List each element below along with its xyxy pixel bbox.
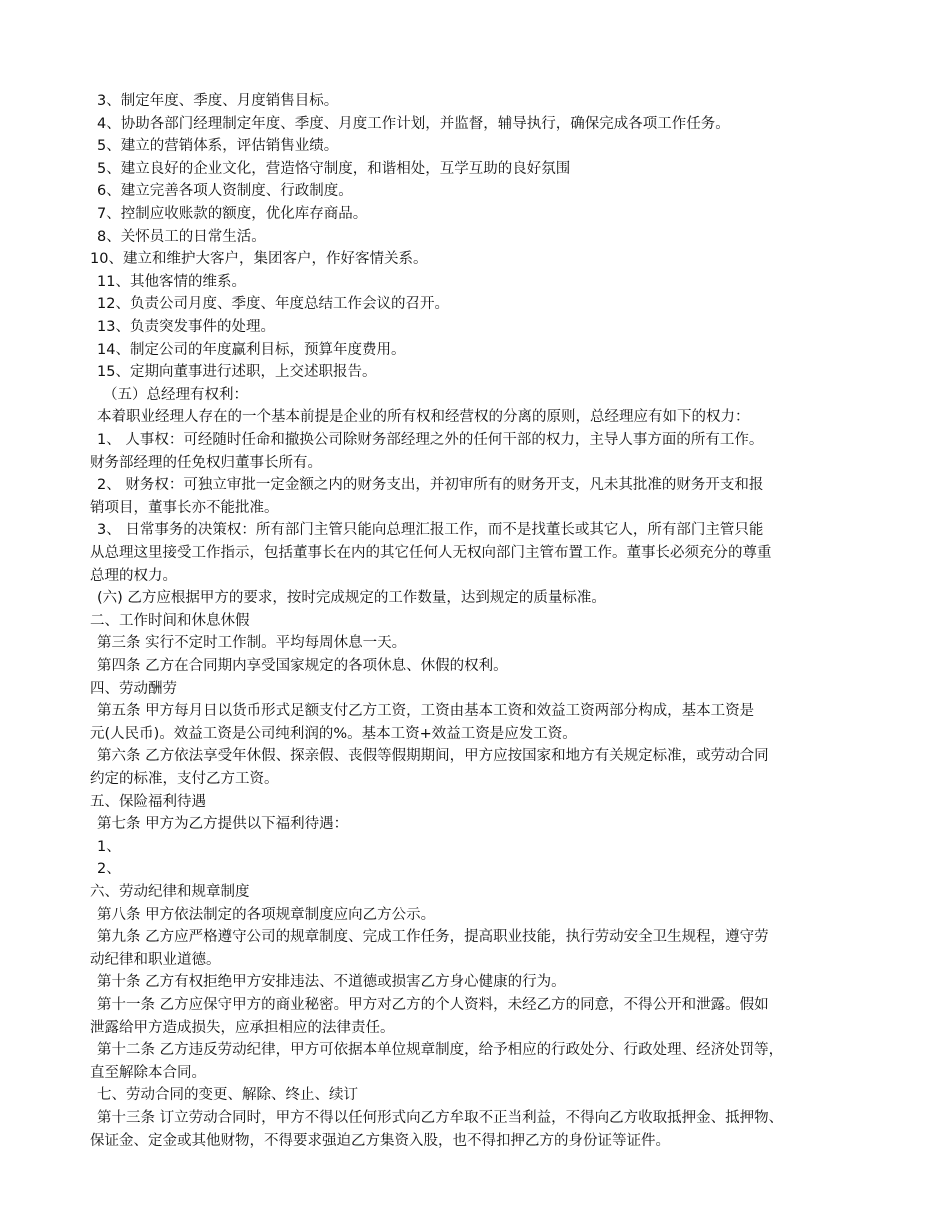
text-line: 7、控制应收账款的额度，优化库存商品。 [97, 206, 368, 222]
text-line: （五）总经理有权利： [103, 386, 248, 403]
text-line: 13、负责突发事件的处理。 [97, 319, 275, 335]
text-line: 第十二条 乙方违反劳动纪律，甲方可依据本单位规章制度，给予相应的行政处分、行政处理、经济处罚等， [97, 1042, 784, 1059]
text-line: 11、其他客情的维系。 [97, 273, 246, 290]
text-line: 第九条 乙方应严格遵守公司的规章制度、完成工作任务，提高职业技能，执行劳动安全卫生规程，遵守劳 [97, 929, 769, 946]
text-line: 五、保险福利待遇 [90, 793, 206, 810]
text-line: 元(人民币)。效益工资是公司纯利润的%。基本工资+效益工资是应发工资。 [90, 725, 577, 742]
text-line: 四、劳动酬劳 [90, 680, 177, 697]
text-line: 14、制定公司的年度赢利目标，预算年度费用。 [97, 341, 406, 358]
text-line: 第三条 实行不定时工作制。平均每周休息一天。 [97, 635, 407, 652]
text-line: 2、 财务权：可独立审批一定金额之内的财务支出，并初审所有的财务开支，凡未其批准的财务开支和报 [97, 477, 764, 494]
text-line: 10、建立和维护大客户，集团客户，作好客情关系。 [90, 251, 428, 268]
text-line: 1、 人事权：可经随时任命和撤换公司除财务部经理之外的任何干部的权力，主导人事方面的所有工作。 [97, 432, 764, 448]
text-line: 1、 [97, 838, 121, 855]
text-line: 第八条 甲方依法制定的各项规章制度应向乙方公示。 [97, 906, 436, 923]
text-line: (六) 乙方应根据甲方的要求，按时完成规定的工作数量，达到规定的质量标准。 [97, 590, 606, 607]
text-line: 第六条 乙方依法享受年休假、探亲假、丧假等假期期间，甲方应按国家和地方有关规定标准，或劳动合同 [97, 748, 769, 765]
text-line: 财务部经理的任免权归董事长所有。 [90, 454, 322, 471]
text-line: 8、关怀员工的日常生活。 [97, 228, 266, 245]
text-line: 六、劳动纪律和规章制度 [90, 884, 250, 900]
text-line: 销项目，董事长亦不能批准。 [90, 499, 279, 516]
text-line: 6、建立完善各项人资制度、行政制度。 [97, 183, 353, 200]
text-line: 直至解除本合同。 [90, 1064, 206, 1081]
text-line: 3、制定年度、季度、月度销售目标。 [97, 93, 339, 109]
text-line: 3、 日常事务的决策权：所有部门主管只能向总理汇报工作，而不是找董长或其它人，所有部门主管只能 [97, 522, 764, 539]
text-line: 动纪律和职业道德。 [90, 951, 221, 968]
text-line: 二、工作时间和休息休假 [90, 612, 250, 629]
text-line: 总理的权力。 [90, 567, 177, 584]
text-line: 第五条 甲方每月日以货币形式足额支付乙方工资，工资由基本工资和效益工资两部分构成，基本工资是 [97, 703, 755, 720]
text-line: 第七条 甲方为乙方提供以下福利待遇： [97, 816, 349, 833]
text-line: 5、建立的营销体系，评估销售业绩。 [97, 138, 339, 155]
text-line: 2、 [97, 861, 121, 878]
text-line: 保证金、定金或其他财物，不得要求强迫乙方集资入股，也不得扣押乙方的身份证等证件。 [90, 1132, 670, 1149]
text-line: 5、建立良好的企业文化，营造恪守制度，和谐相处，互学互助的良好氛围 [97, 160, 571, 177]
text-line: 4、协助各部门经理制定年度、季度、月度工作计划，并监督，辅导执行，确保完成各项工作任务。 [97, 115, 730, 132]
text-line: 七、劳动合同的变更、解除、终止、续订 [97, 1087, 358, 1104]
text-line: 12、负责公司月度、季度、年度总结工作会议的召开。 [97, 296, 449, 313]
text-line: 泄露给甲方造成损失，应承担相应的法律责任。 [90, 1019, 395, 1036]
text-line: 第十条 乙方有权拒绝甲方安排违法、不道德或损害乙方身心健康的行为。 [97, 974, 566, 991]
text-line: 第十三条 订立劳动合同时，甲方不得以任何形式向乙方牟取不正当利益，不得向乙方收取抵押金、抵押物、 [97, 1110, 784, 1126]
text-line: 本着职业经理人存在的一个基本前提是企业的所有权和经营权的分离的原则，总经理应有如下的权力： [97, 409, 750, 426]
text-line: 15、定期向董事进行述职，上交述职报告。 [97, 364, 377, 381]
text-line: 第四条 乙方在合同期内享受国家规定的各项休息、休假的权利。 [97, 658, 508, 674]
text-line: 从总理这里接受工作指示，包括董事长在内的其它任何人无权向部门主管布置工作。董事长必须充分的尊重 [90, 545, 772, 561]
text-line: 第十一条 乙方应保守甲方的商业秘密。甲方对乙方的个人资料，未经乙方的同意，不得公开和泄露。假如 [97, 997, 769, 1013]
text-line: 约定的标准，支付乙方工资。 [90, 771, 279, 787]
